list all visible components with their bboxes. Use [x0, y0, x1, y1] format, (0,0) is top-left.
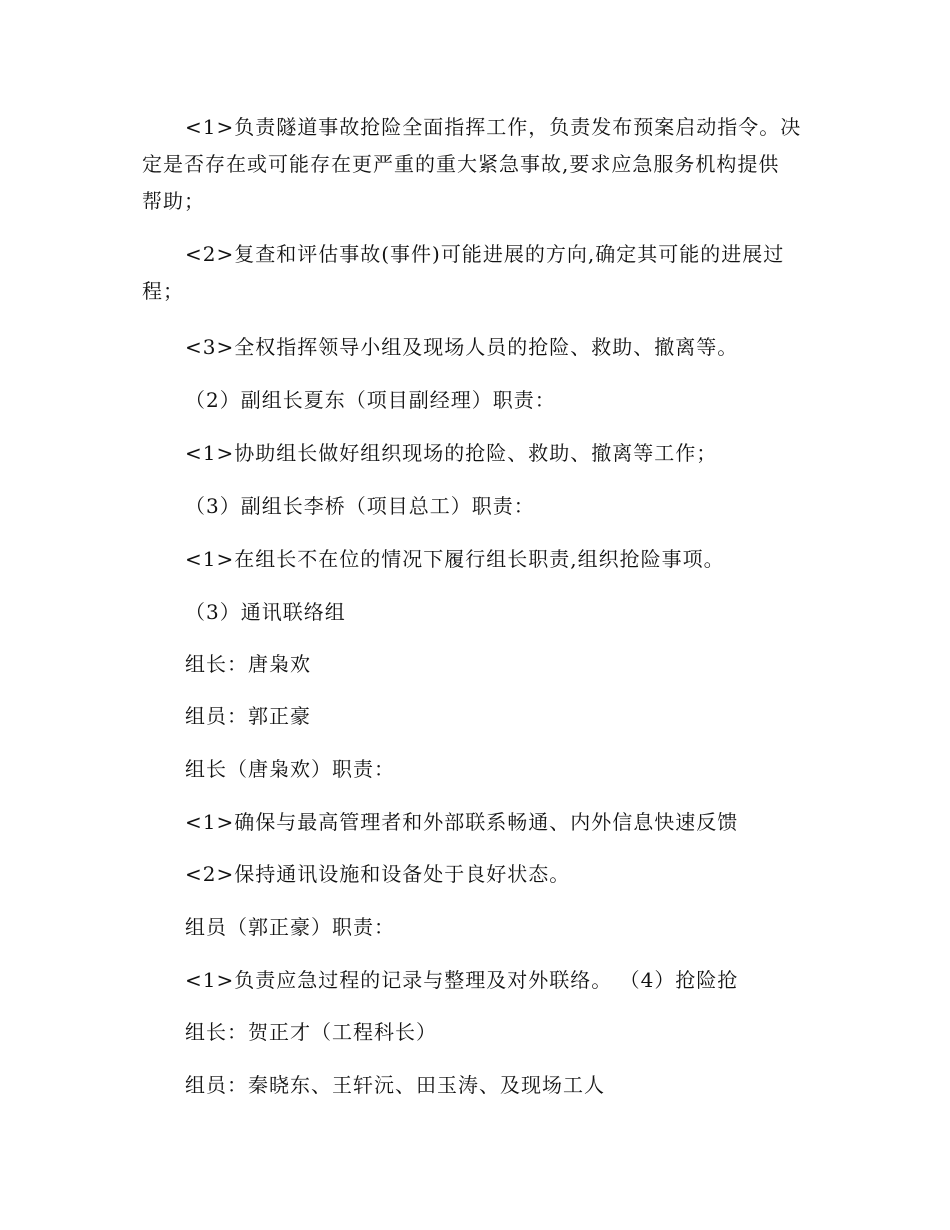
comm-duty-1: <1>确保与最高管理者和外部联系畅通、内外信息快速反馈: [185, 810, 739, 834]
comm-member: 组员：郭正豪: [185, 704, 311, 728]
paragraph-line: <1>负责隧道事故抢险全面指挥工作，负责发布预案启动指令。决: [185, 115, 802, 139]
comm-duty-2: <2>保持通讯设施和设备处于良好状态。: [185, 862, 571, 886]
paragraph-line: 帮助；: [142, 189, 205, 213]
paragraph-duty-3: <3>全权指挥领导小组及现场人员的抢险、救助、撤离等。: [185, 335, 739, 359]
paragraph-duty-2: [142, 236, 807, 310]
heading-deputy-leader-xia: （2）副组长夏东（项目副经理）职责：: [185, 388, 556, 412]
paragraph-line: 程；: [142, 279, 184, 303]
comm-member-duty-1: <1>负责应急过程的记录与整理及对外联络。 （4）抢险抢: [185, 968, 739, 992]
paragraph-deputy-duty: <1>协助组长做好组织现场的抢险、救助、撤离等工作；: [185, 441, 718, 465]
rescue-leader: 组长：贺正才（工程科长）: [185, 1020, 437, 1044]
paragraph-line: <2>复查和评估事故(事件)可能进展的方向,确定其可能的进展过: [185, 242, 785, 266]
comm-leader-duty-heading: 组长（唐枭欢）职责：: [185, 757, 395, 781]
paragraph-duty-1: [142, 109, 807, 220]
heading-communication-group: （3）通讯联络组: [185, 600, 346, 624]
paragraph-line: 定是否存在或可能存在更严重的重大紧急事故,要求应急服务机构提供: [142, 152, 780, 176]
comm-member-duty-heading: 组员（郭正豪）职责：: [185, 915, 395, 939]
comm-leader: 组长：唐枭欢: [185, 652, 311, 676]
heading-deputy-leader-li: （3）副组长李桥（项目总工）职责：: [185, 494, 535, 518]
rescue-members: 组员：秦晓东、王轩沅、田玉涛、及现场工人: [185, 1073, 605, 1097]
paragraph-deputy-li-duty: <1>在组长不在位的情况下履行组长职责,组织抢险事项。: [185, 547, 725, 571]
